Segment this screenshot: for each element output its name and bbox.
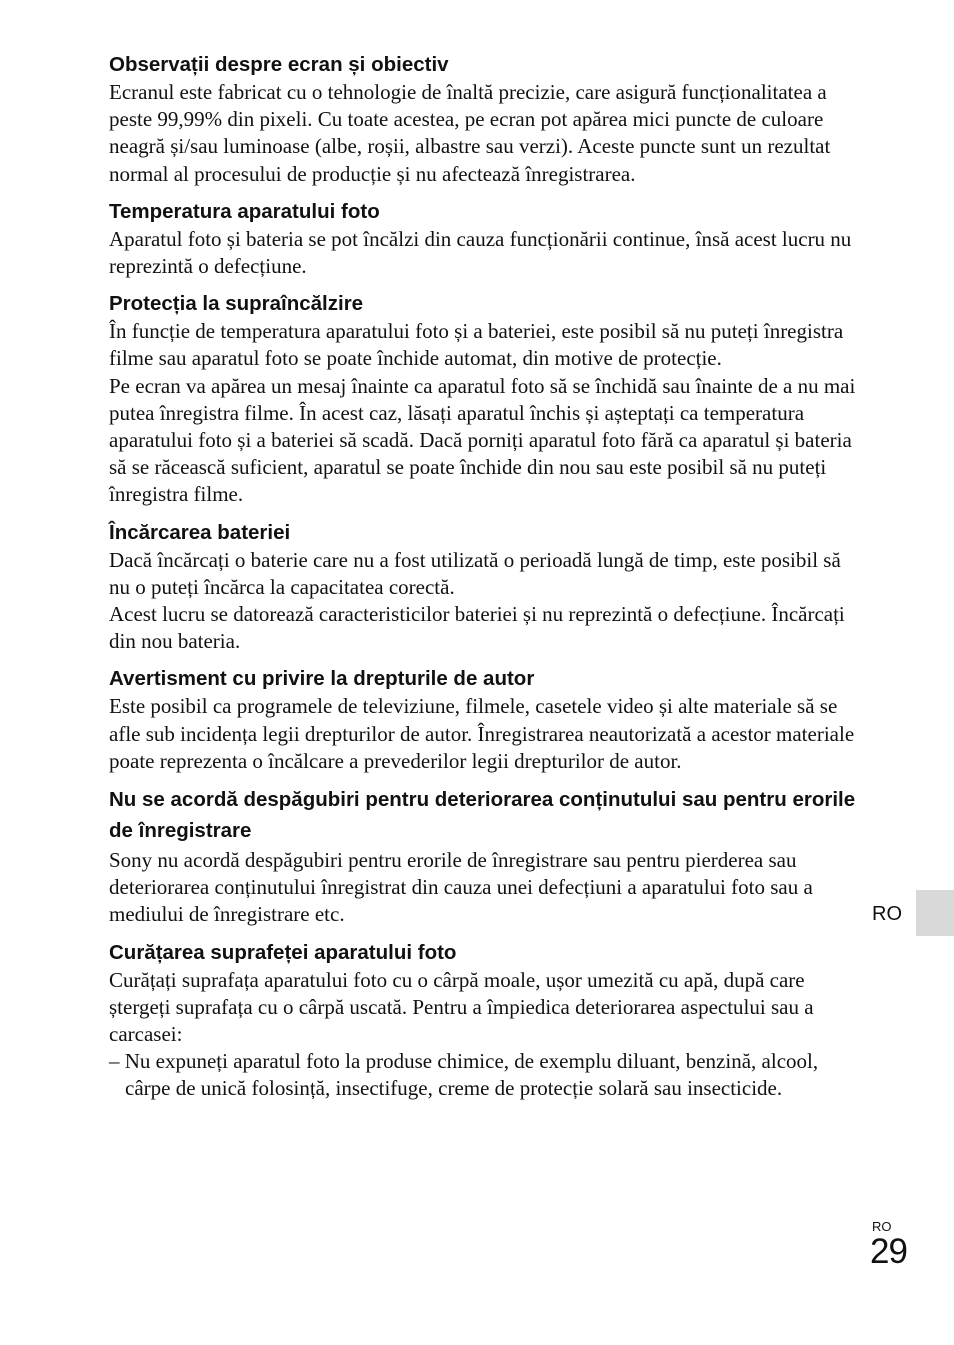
document-body xyxy=(109,52,861,1114)
section-paragraph: Ecranul este fabricat cu o tehnologie de înaltă precizie, care asigură funcționalitatea a peste 99,99% din pixeli. Cu toate acestea, pe ecran pot apărea mici puncte de culoare neagră și/sau luminoase (albe, roșii, albastre sau verzi). Aceste puncte sunt un rezultat normal al procesului de producție și nu afectează înregistrarea. xyxy=(109,80,831,186)
section-paragraph: Este posibil ca programele de televiziune, filmele, casetele video și alte materiale să se afle sub incidența legii drepturilor de autor. Înregistrarea neautorizată a acestor materiale poate reprezenta o încălcare a prevederilor legii drepturilor de autor. xyxy=(109,694,855,773)
section-paragraph: Sony nu acordă despăgubiri pentru erorile de înregistrare sau pentru pierderea sau deteriorarea conținutului înregistrat din cauza unei defecțiuni a aparatului foto sau a mediului de înregistrare etc. xyxy=(109,848,813,927)
section-surface-cleaning xyxy=(109,940,861,1103)
section-paragraph: Pe ecran va apărea un mesaj înainte ca aparatul foto să se închidă sau înainte de a nu mai putea înregistra filme. În acest caz, lăsați aparatul închis și așteptați ca temperatura aparatului foto și a bateriei să scadă. Dacă porniți aparatul foto fără ca aparatul și bateria să se răcească suficient, aparatul se poate închide din nou sau este posibil să nu puteți înregistra filme. xyxy=(109,373,856,507)
side-tab-label: RO xyxy=(872,903,902,925)
section-heading: Observații despre ecran și obiectiv xyxy=(109,53,449,76)
section-overheat-protection xyxy=(109,291,861,508)
page-number: 29 xyxy=(870,1232,907,1271)
bullet-item: – Nu expuneți aparatul foto la produse chimice, de exemplu diluant, benzină, alcool, cârpe de unică folosință, insectifuge, creme de protecție solară sau insecticide. xyxy=(109,1049,819,1101)
section-battery-charging xyxy=(109,520,861,656)
section-copyright-warning xyxy=(109,666,861,775)
section-heading: Avertisment cu privire la drepturile de autor xyxy=(109,667,535,691)
section-paragraph: Acest lucru se datorează caracteristicilor bateriei și nu reprezintă o defecțiune. Încărcați din nou bateria. xyxy=(109,602,845,654)
section-paragraph: În funcție de temperatura aparatului foto și a bateriei, este posibil să nu puteți înregistra filme sau aparatul foto se poate închide automat, din motive de protecție. xyxy=(109,319,844,371)
section-paragraph: Aparatul foto și bateria se pot încălzi din cauza funcționării continue, însă acest lucru nu reprezintă o defecțiune. xyxy=(109,226,852,279)
section-heading: Temperatura aparatului foto xyxy=(109,199,380,223)
section-heading: Nu se acordă despăgubiri pentru deteriorarea conținutului sau pentru erorile de înregistrare xyxy=(109,788,856,843)
section-no-compensation xyxy=(109,784,861,929)
section-heading: Protecția la supraîncălzire xyxy=(109,292,364,316)
section-heading: Încărcarea bateriei xyxy=(109,520,291,544)
language-side-tab xyxy=(916,890,954,936)
section-paragraph: Curățați suprafața aparatului foto cu o cârpă moale, ușor umezită cu apă, după care ștergeți suprafața cu o cârpă uscată. Pentru a împiedica deteriorarea aspectului sau a carcasei: xyxy=(109,967,814,1047)
section-screen-lens xyxy=(109,52,861,188)
section-heading: Curățarea suprafeței aparatului foto xyxy=(109,940,457,964)
footer-language-code: RO xyxy=(872,1219,892,1234)
section-camera-temperature xyxy=(109,199,861,280)
section-paragraph: Dacă încărcați o baterie care nu a fost utilizată o perioadă lungă de timp, este posibil să nu o puteți încărca la capacitatea corectă. xyxy=(109,547,841,599)
